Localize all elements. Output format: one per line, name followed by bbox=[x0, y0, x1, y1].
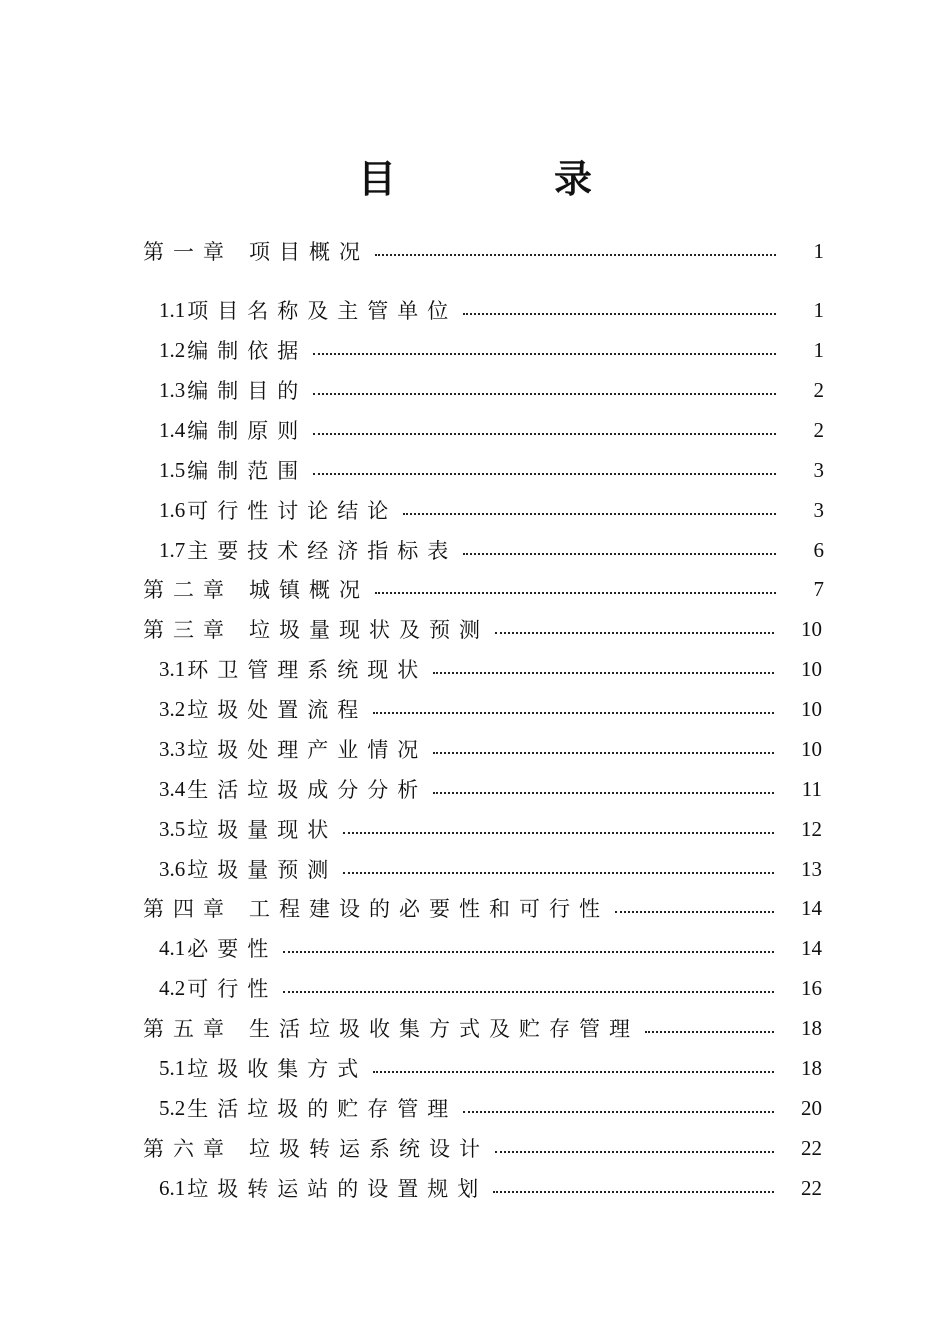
section-title: 垃圾量现状 bbox=[187, 818, 338, 842]
page-number: 1 bbox=[813, 238, 824, 263]
toc-section-row[interactable] bbox=[159, 733, 822, 765]
section-number: 4.2 bbox=[159, 975, 186, 1000]
section-title: 生活垃圾的贮存管理 bbox=[187, 1097, 458, 1121]
section-number: 3.6 bbox=[159, 856, 186, 881]
dot-leader bbox=[375, 254, 776, 256]
dot-leader bbox=[433, 792, 774, 794]
chapter-title: 垃圾转运系统设计 bbox=[249, 1137, 489, 1161]
page-number: 22 bbox=[801, 1135, 822, 1160]
toc-section-row[interactable] bbox=[159, 653, 822, 685]
chapter-title: 垃圾量现状及预测 bbox=[249, 618, 489, 642]
section-title: 垃圾处置流程 bbox=[187, 698, 368, 722]
toc-section-row[interactable] bbox=[159, 853, 822, 885]
toc-section-row[interactable] bbox=[159, 1052, 822, 1084]
toc-chapter-row[interactable] bbox=[143, 892, 822, 924]
page-number: 3 bbox=[813, 457, 824, 482]
section-number: 1.6 bbox=[159, 497, 186, 522]
dot-leader bbox=[375, 592, 776, 594]
dot-leader bbox=[283, 951, 774, 953]
toc-section-row[interactable] bbox=[159, 414, 824, 446]
page-number: 1 bbox=[813, 297, 824, 322]
section-title: 可行性 bbox=[187, 977, 278, 1001]
chapter-number: 第六章 bbox=[143, 1137, 233, 1161]
section-title: 环卫管理系统现状 bbox=[187, 658, 428, 682]
page-number: 22 bbox=[801, 1175, 822, 1200]
dot-leader bbox=[343, 872, 774, 874]
page-number: 2 bbox=[813, 377, 824, 402]
dot-leader bbox=[343, 832, 774, 834]
dot-leader bbox=[493, 1191, 774, 1193]
toc-section-row[interactable] bbox=[159, 494, 824, 526]
section-title: 必要性 bbox=[187, 937, 278, 961]
toc-section-row[interactable] bbox=[159, 932, 822, 964]
chapter-number: 第一章 bbox=[143, 240, 233, 264]
section-title: 垃圾转运站的设置规划 bbox=[187, 1177, 488, 1201]
toc-chapter-row[interactable] bbox=[143, 613, 822, 645]
dot-leader bbox=[495, 632, 774, 634]
toc-chapter-row[interactable] bbox=[143, 1132, 822, 1164]
toc-section-row[interactable] bbox=[159, 534, 824, 566]
section-number: 1.2 bbox=[159, 337, 186, 362]
toc-chapter-row[interactable] bbox=[143, 1012, 822, 1044]
page-number: 12 bbox=[801, 816, 822, 841]
page-number: 3 bbox=[813, 497, 824, 522]
section-number: 3.4 bbox=[159, 776, 186, 801]
page-number: 10 bbox=[801, 656, 822, 681]
section-title: 垃圾量预测 bbox=[187, 858, 338, 882]
dot-leader bbox=[313, 433, 776, 435]
section-number: 1.5 bbox=[159, 457, 186, 482]
section-title: 可行性讨论结论 bbox=[187, 499, 398, 523]
toc-chapter-row[interactable] bbox=[143, 235, 824, 267]
dot-leader bbox=[463, 1111, 774, 1113]
page-number: 1 bbox=[813, 337, 824, 362]
page-number: 13 bbox=[801, 856, 822, 881]
toc-section-row[interactable] bbox=[159, 773, 822, 805]
dot-leader bbox=[313, 353, 776, 355]
chapter-number: 第二章 bbox=[143, 578, 233, 602]
section-title: 编制依据 bbox=[187, 339, 308, 363]
dot-leader bbox=[283, 991, 774, 993]
section-title: 垃圾收集方式 bbox=[187, 1057, 368, 1081]
dot-leader bbox=[615, 911, 774, 913]
page-number: 18 bbox=[801, 1055, 822, 1080]
toc-section-row[interactable] bbox=[159, 294, 824, 326]
dot-leader bbox=[463, 313, 776, 315]
section-number: 3.2 bbox=[159, 696, 186, 721]
section-title: 生活垃圾成分分析 bbox=[187, 778, 428, 802]
chapter-number: 第四章 bbox=[143, 897, 233, 921]
section-title: 主要技术经济指标表 bbox=[187, 539, 458, 563]
dot-leader bbox=[313, 393, 776, 395]
chapter-number: 第五章 bbox=[143, 1017, 233, 1041]
toc-title: 目 录 bbox=[357, 156, 652, 201]
toc-section-row[interactable] bbox=[159, 1172, 822, 1204]
toc-section-row[interactable] bbox=[159, 374, 824, 406]
section-number: 3.1 bbox=[159, 656, 186, 681]
section-number: 1.4 bbox=[159, 417, 186, 442]
page-number: 10 bbox=[801, 616, 822, 641]
section-number: 4.1 bbox=[159, 935, 186, 960]
dot-leader bbox=[433, 672, 774, 674]
section-number: 1.1 bbox=[159, 297, 186, 322]
section-title: 编制目的 bbox=[187, 379, 308, 403]
section-number: 3.5 bbox=[159, 816, 186, 841]
dot-leader bbox=[645, 1031, 774, 1033]
section-number: 1.3 bbox=[159, 377, 186, 402]
section-title: 项目名称及主管单位 bbox=[187, 299, 458, 323]
dot-leader bbox=[313, 473, 776, 475]
dot-leader bbox=[433, 752, 774, 754]
section-number: 3.3 bbox=[159, 736, 186, 761]
toc-section-row[interactable] bbox=[159, 454, 824, 486]
section-number: 1.7 bbox=[159, 537, 186, 562]
page-number: 6 bbox=[813, 537, 824, 562]
toc-section-row[interactable] bbox=[159, 693, 822, 725]
toc-section-row[interactable] bbox=[159, 813, 822, 845]
section-number: 5.2 bbox=[159, 1095, 186, 1120]
section-number: 5.1 bbox=[159, 1055, 186, 1080]
chapter-title: 工程建设的必要性和可行性 bbox=[249, 897, 609, 921]
chapter-title: 生活垃圾收集方式及贮存管理 bbox=[249, 1017, 639, 1041]
dot-leader bbox=[373, 712, 774, 714]
section-title: 垃圾处理产业情况 bbox=[187, 738, 428, 762]
dot-leader bbox=[495, 1151, 774, 1153]
page-number: 2 bbox=[813, 417, 824, 442]
toc-chapter-row[interactable] bbox=[143, 573, 824, 605]
dot-leader bbox=[403, 513, 776, 515]
page-number: 14 bbox=[801, 895, 822, 920]
page-number: 7 bbox=[813, 576, 824, 601]
page-number: 18 bbox=[801, 1015, 822, 1040]
toc-section-row[interactable] bbox=[159, 334, 824, 366]
dot-leader bbox=[373, 1071, 774, 1073]
section-number: 6.1 bbox=[159, 1175, 186, 1200]
chapter-title: 城镇概况 bbox=[249, 578, 369, 602]
dot-leader bbox=[463, 553, 776, 555]
page-number: 10 bbox=[801, 736, 822, 761]
section-title: 编制原则 bbox=[187, 419, 308, 443]
chapter-number: 第三章 bbox=[143, 618, 233, 642]
page-number: 11 bbox=[801, 776, 822, 801]
chapter-title: 项目概况 bbox=[249, 240, 369, 264]
section-title: 编制范围 bbox=[187, 459, 308, 483]
page-number: 16 bbox=[801, 975, 822, 1000]
page-number: 10 bbox=[801, 696, 822, 721]
page-number: 14 bbox=[801, 935, 822, 960]
toc-section-row[interactable] bbox=[159, 1092, 822, 1124]
toc-section-row[interactable] bbox=[159, 972, 822, 1004]
page-number: 20 bbox=[801, 1095, 822, 1120]
